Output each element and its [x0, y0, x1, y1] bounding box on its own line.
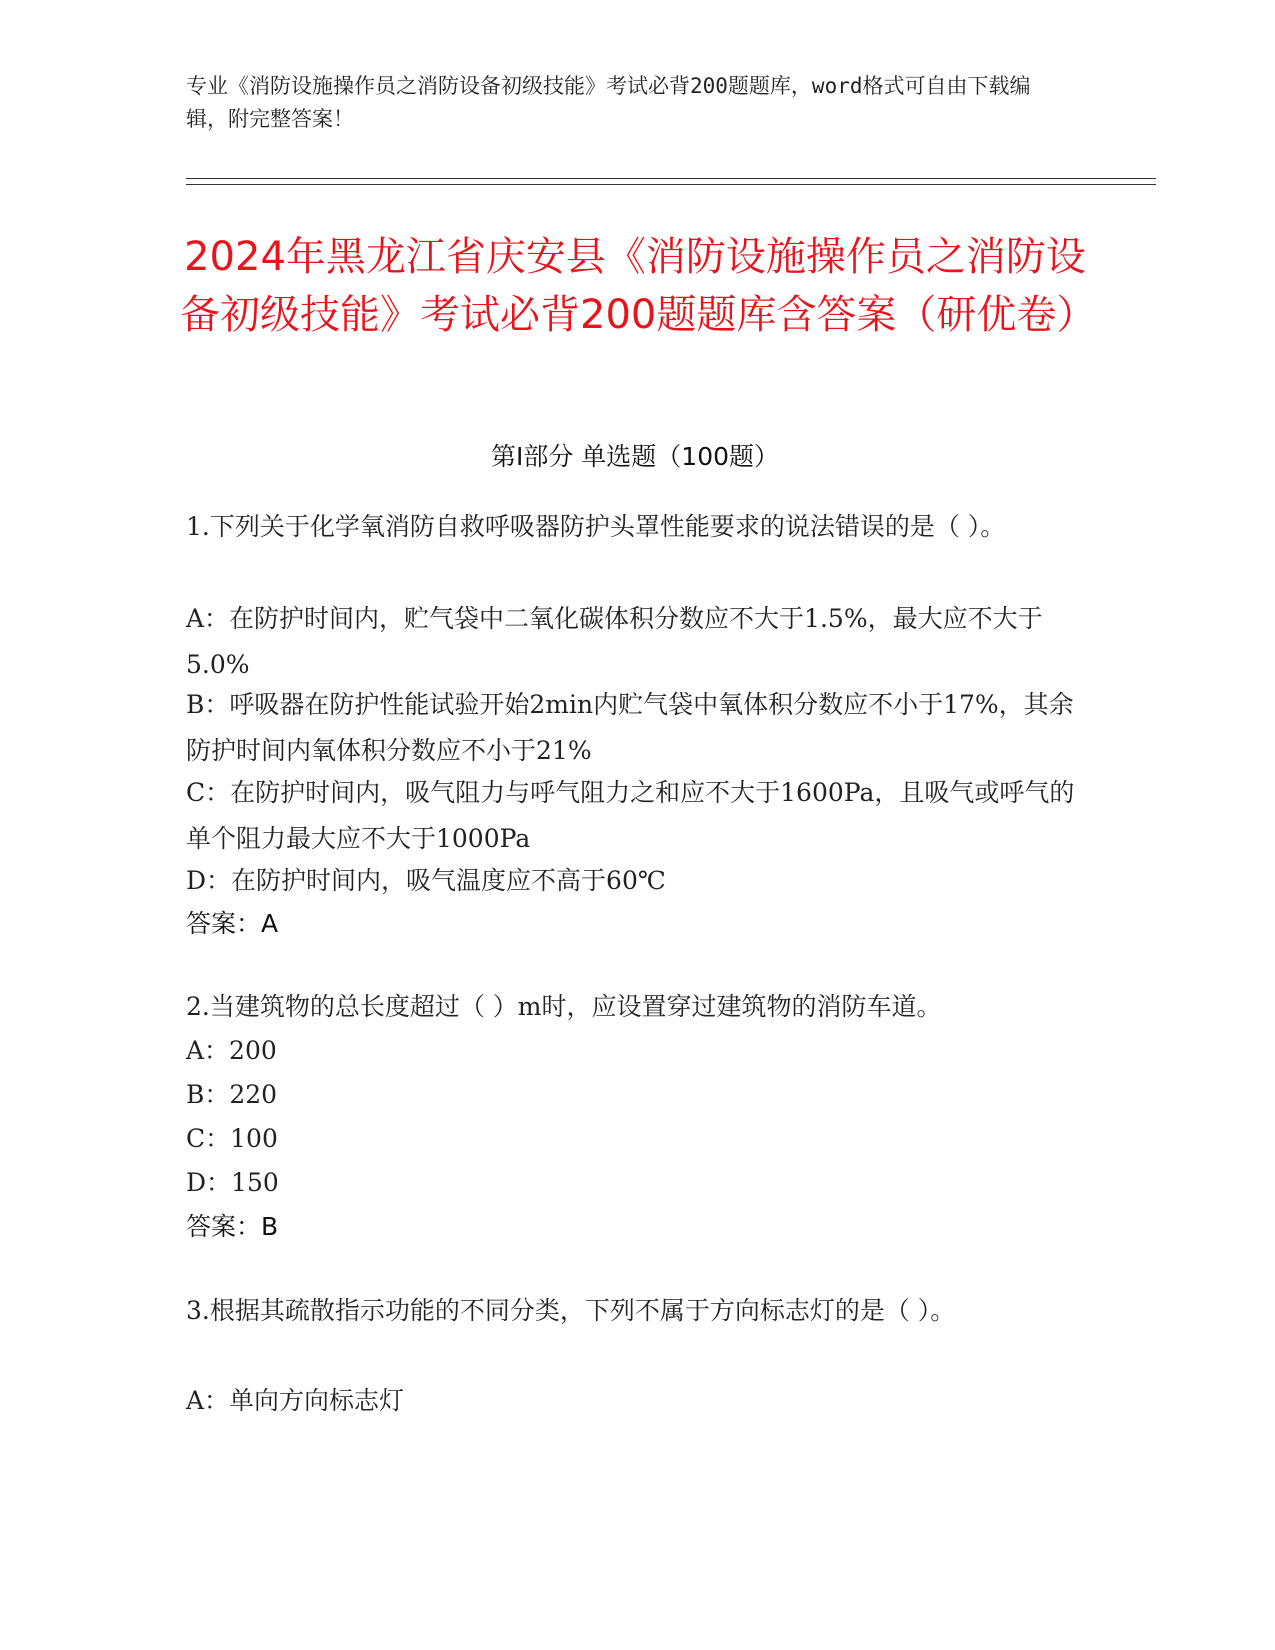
question-1-answer: 答案：A: [186, 909, 279, 938]
header-divider-secondary: [186, 184, 1156, 185]
document-title: 2024年黑龙江省庆安县《消防设施操作员之消防设备初级技能》考试必背200题题库含答案（研优卷）: [180, 234, 1097, 338]
section-title: 第Ⅰ部分 单选题（100题）: [490, 442, 780, 471]
question-2-option-a: A：200: [186, 1036, 277, 1065]
header-divider: [186, 178, 1156, 179]
question-1-option-c: C：在防护时间内，吸气阻力与呼气阻力之和应不大于1600Pa，且吸气或呼气的单个阻力最大应不大于1000Pa: [186, 778, 1075, 853]
question-2-option-d: D：150: [186, 1168, 279, 1197]
question-1-option-a: A：在防护时间内，贮气袋中二氧化碳体积分数应不大于1.5%，最大应不大于5.0%: [186, 604, 1043, 679]
question-2-answer: 答案：B: [186, 1212, 279, 1241]
question-3-stem: 3.根据其疏散指示功能的不同分类，下列不属于方向标志灯的是（ ）。: [186, 1296, 956, 1325]
header-note: 专业《消防设施操作员之消防设备初级技能》考试必背200题题库，word格式可自由下载编辑，附完整答案！: [186, 74, 1031, 131]
question-1-stem: 1.下列关于化学氧消防自救呼吸器防护头罩性能要求的说法错误的是（ ）。: [186, 512, 1006, 541]
question-2-stem: 2.当建筑物的总长度超过（ ）m时，应设置穿过建筑物的消防车道。: [186, 992, 942, 1021]
question-2-option-b: B：220: [186, 1080, 278, 1109]
question-1-option-d: D：在防护时间内，吸气温度应不高于60℃: [186, 866, 666, 895]
question-2-option-c: C：100: [186, 1124, 278, 1153]
question-1-option-b: B：呼吸器在防护性能试验开始2min内贮气袋中氧体积分数应不小于17%，其余防护时间内氧体积分数应不小于21%: [186, 690, 1074, 765]
question-3-option-a: A：单向方向标志灯: [186, 1386, 405, 1415]
